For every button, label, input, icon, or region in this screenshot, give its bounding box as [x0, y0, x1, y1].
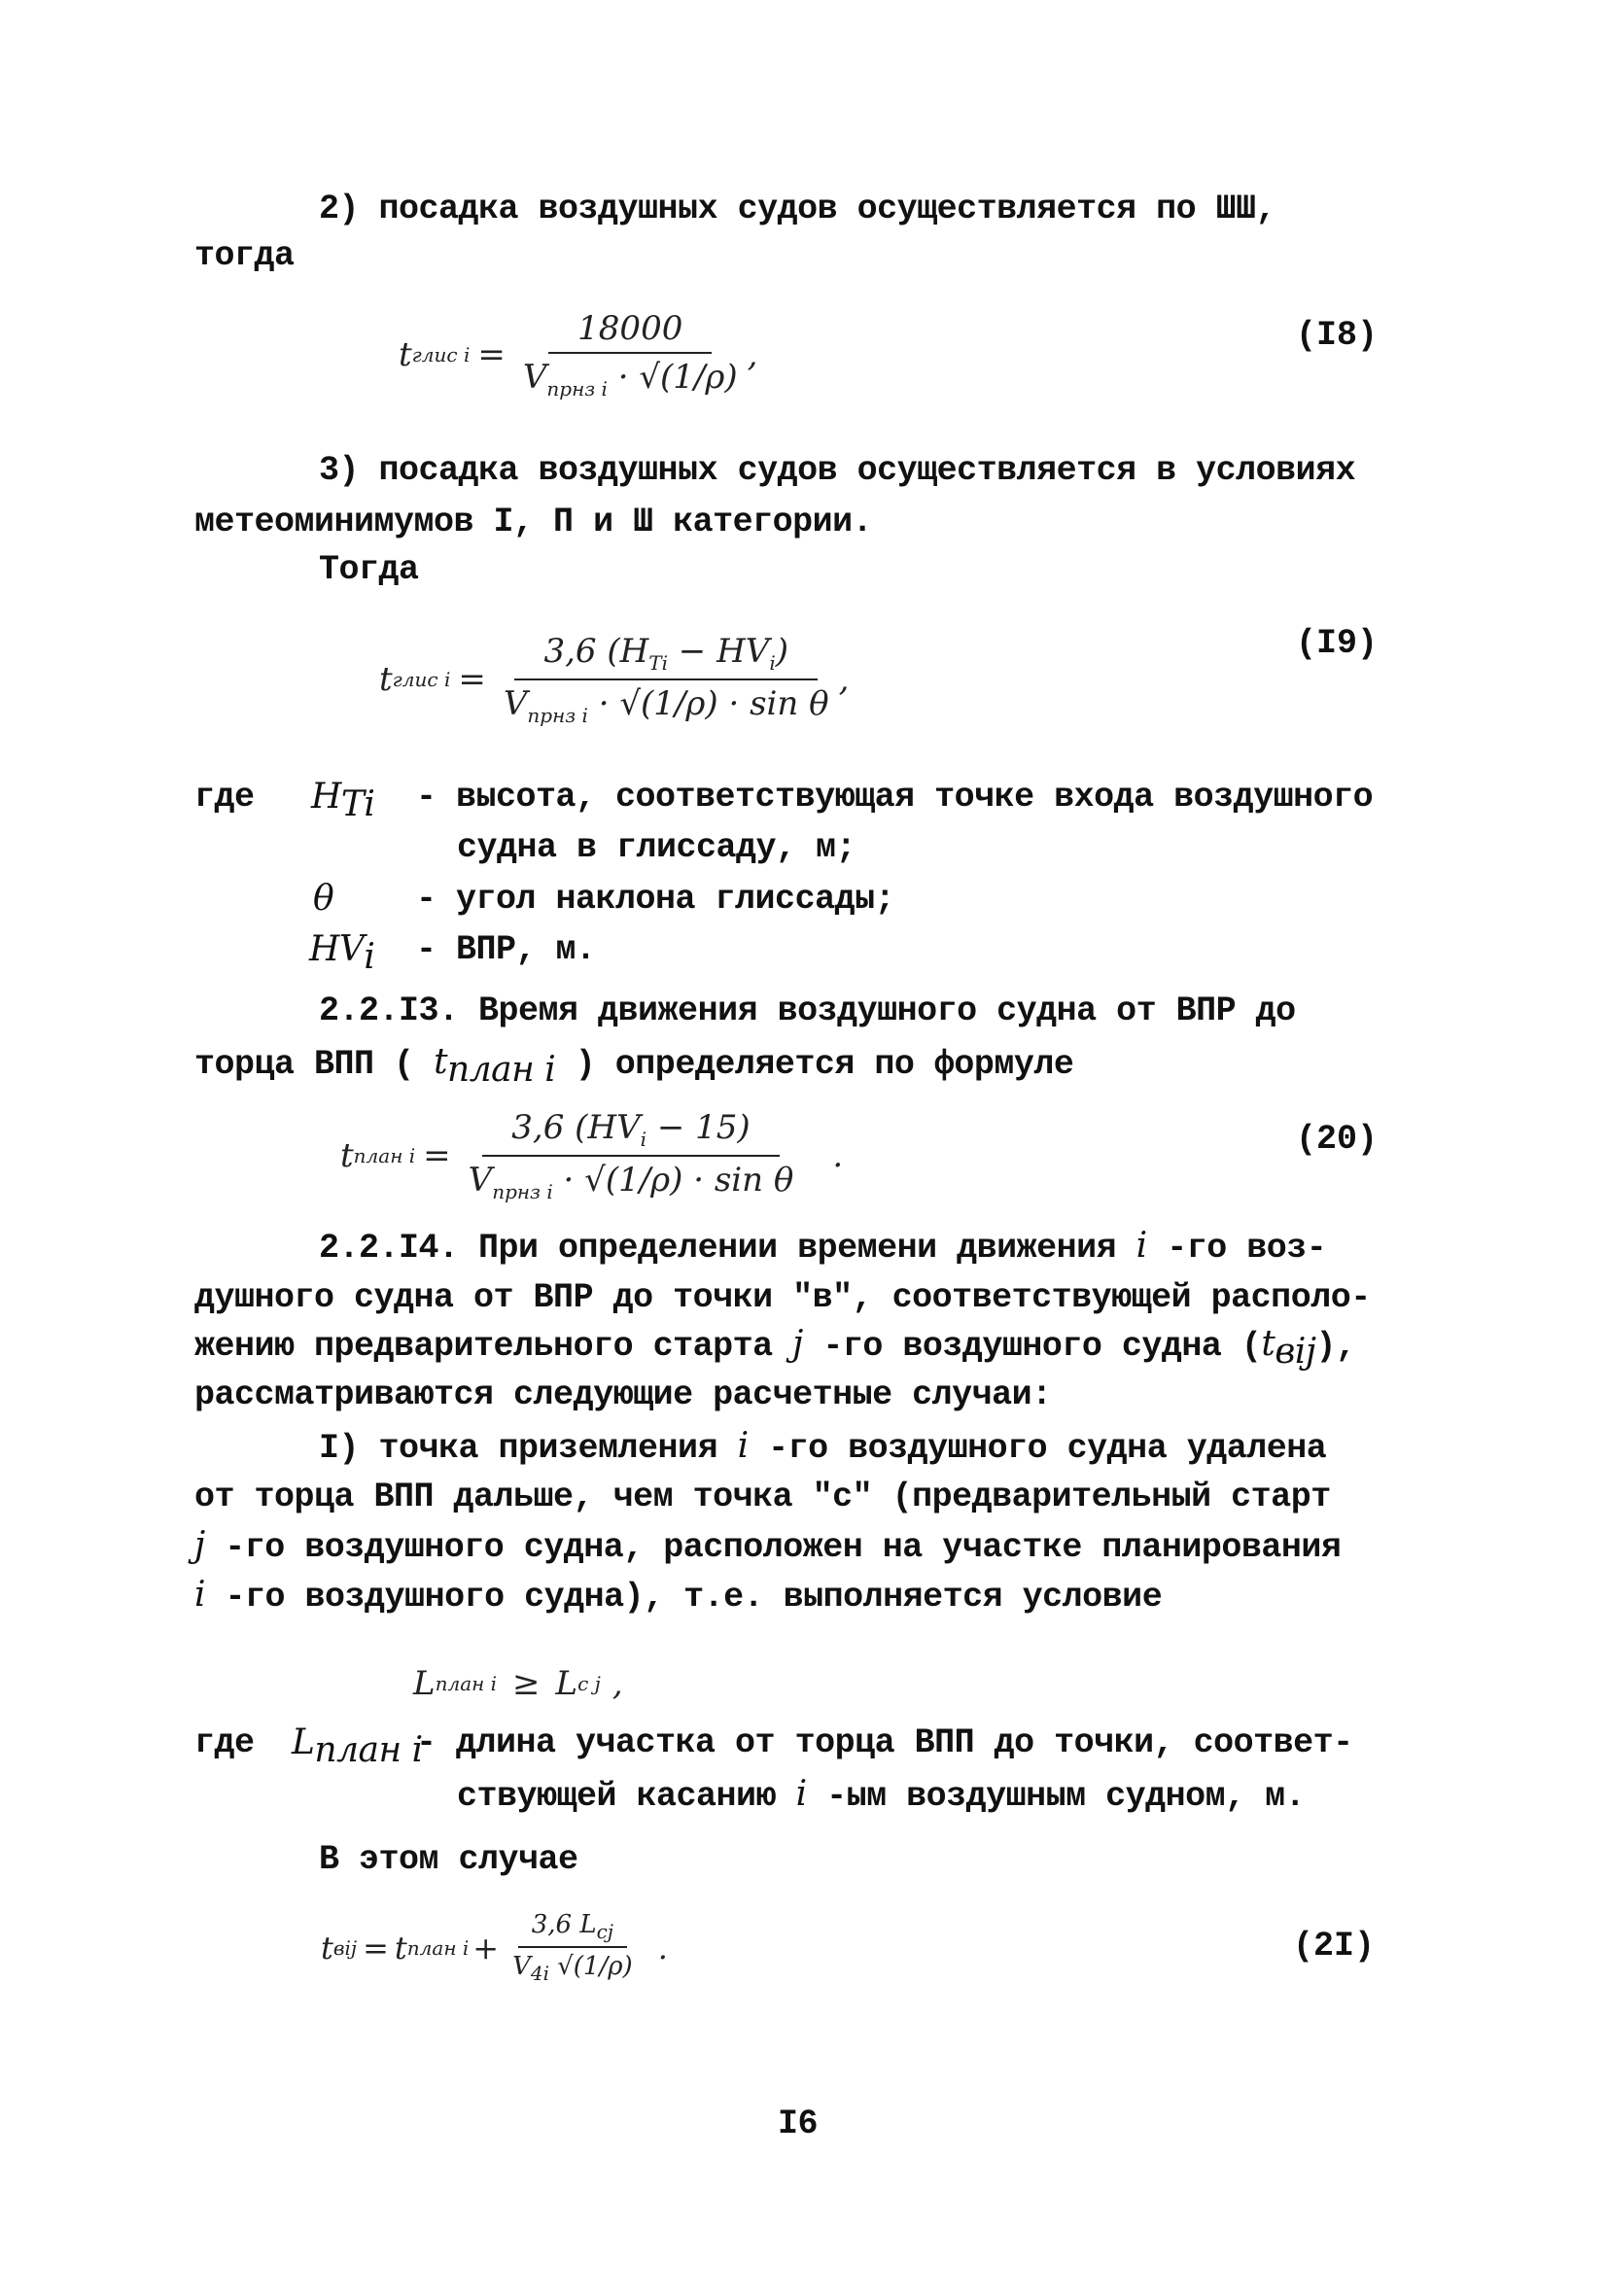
- where-label: где: [194, 1723, 255, 1762]
- paragraph-text: Тогда: [319, 550, 419, 589]
- denominator: $V_{прнз i} \cdot √(1/\rho) \cdot \sin \theta$: [503, 683, 829, 727]
- fraction: [504, 632, 829, 727]
- numerator: 3,6 $(HV_i - 15)$: [482, 1108, 779, 1157]
- formula-18: [399, 309, 757, 400]
- symbol-H-Ti: $H_{Ti}$: [311, 777, 375, 824]
- formula-eq: =: [477, 334, 506, 374]
- symbol-HV-i: $HV_i$: [309, 929, 375, 977]
- paragraph-text: рассматриваются следующие расчетные случаи:: [194, 1375, 1052, 1414]
- section-2-2-14: 2.2.I4. При определении времени движения i -го воз-: [319, 1226, 1327, 1268]
- denominator: $V_{прнз i} \cdot √(1/\rho)$: [522, 358, 738, 400]
- equation-number: (20): [1296, 1120, 1379, 1159]
- paragraph-text: тогда: [194, 236, 295, 275]
- numerator: 3,6 $(H_{Ti} - HV_i)$: [514, 632, 818, 680]
- equation-number: (I9): [1296, 624, 1379, 663]
- symbol-L-plan: $L_{план i}$: [292, 1722, 423, 1770]
- paragraph-text: от торца ВПП дальше, чем точка "с" (предварительный старт: [194, 1478, 1331, 1516]
- equation-number: (2I): [1293, 1927, 1376, 1966]
- formula-20: t план i = $\frac{3,6 (HV_i - 15)}{V_{прнз i} \cdot √(1/\rho) \cdot \sin \theta}$ .: [340, 1108, 844, 1203]
- numerator: 18000: [548, 309, 712, 354]
- formula-lhs: t: [399, 334, 412, 374]
- numerator: 3,6 $L_{cj}$: [518, 1910, 627, 1948]
- formula-condition: L план i ≥ L c j ,: [413, 1664, 623, 1703]
- paragraph-case-3: 3) посадка воздушных судов осуществляется в условиях: [319, 451, 1356, 490]
- fraction: [512, 1910, 633, 1985]
- denominator: $V_{прнз i} \cdot √(1/\rho) \cdot \sin \theta$: [468, 1160, 794, 1203]
- paragraph-text: i -го воздушного судна), т.е. выполняется условие: [194, 1575, 1163, 1617]
- case-1: I) точка приземления i -го воздушного судна удалена: [319, 1426, 1327, 1468]
- equation-number: (I8): [1296, 316, 1379, 355]
- page-number: I6: [778, 2105, 819, 2143]
- definition-text: ствующей касанию i -ым воздушным судном, м.: [457, 1774, 1306, 1816]
- section-2-2-13: 2.2.I3. Время движения воздушного судна от ВПР до: [319, 991, 1296, 1030]
- definition-text: судна в глиссаду, м;: [457, 828, 856, 867]
- formula-sub: глис i: [411, 342, 471, 366]
- formula-punct: ,: [747, 334, 758, 374]
- definition-text: - ВПР, м.: [416, 930, 596, 969]
- paragraph-case-2: 2) посадка воздушных судов осуществляется по ШШ,: [319, 190, 1276, 228]
- paragraph-text: метеоминимумов I, П и Ш категории.: [194, 503, 873, 541]
- fraction: [523, 309, 738, 400]
- paragraph-text: В этом случае: [319, 1840, 578, 1879]
- paragraph-text: душного судна от ВПР до точки "в", соответствующей располо-: [194, 1278, 1371, 1317]
- fraction: [469, 1108, 794, 1203]
- paragraph-text: торца ВПП ( $t_{план i}$ ) определяется по формуле: [194, 1042, 1074, 1090]
- where-label: где: [194, 778, 255, 817]
- formula-21: t вij = t план i + $\frac{3,6 L_{cj}}{V_{4i} √(1/\rho)}$ .: [321, 1910, 668, 1986]
- definition-text: - длина участка от торца ВПП до точки, соответ-: [416, 1723, 1353, 1762]
- paragraph-text: жению предварительного старта j -го воздушного судна $(t_{вij})$,: [194, 1324, 1356, 1372]
- formula-19: t глис i = $\frac{3,6 (H_{Ti} - HV_i)}{V_{прнз i} \cdot √(1/\rho) \cdot \sin \theta}$ ,: [379, 632, 850, 727]
- paragraph-text: j -го воздушного судна, расположен на участке планирования: [194, 1525, 1342, 1567]
- symbol-theta: θ: [313, 879, 334, 919]
- denominator: $V_{4i}$ √(1/ρ): [512, 1952, 633, 1986]
- definition-text: - угол наклона глиссады;: [416, 880, 895, 919]
- definition-text: - высота, соответствующая точке входа воздушного: [416, 778, 1374, 817]
